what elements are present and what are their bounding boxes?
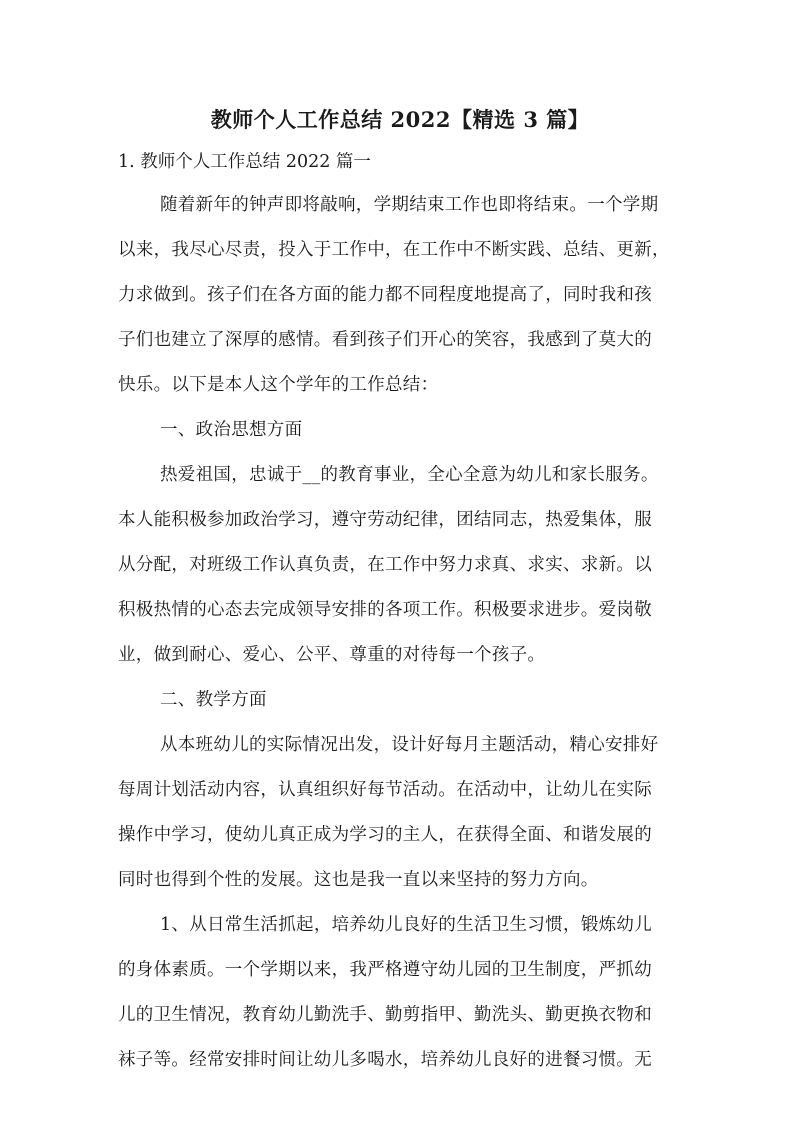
paragraph-line: 热爱祖国，忠诚于__的教育事业，全心全意为幼儿和家长服务。: [160, 465, 659, 485]
section-subheading: 二、教学方面: [160, 690, 267, 710]
paragraph-line: 业，做到耐心、爱心、公平、尊重的对待每一个孩子。: [118, 645, 546, 665]
paragraph-line: 本人能积极参加政治学习，遵守劳动纪律，团结同志，热爱集体，服: [118, 510, 652, 530]
paragraph-line: 同时也得到个性的发展。这也是我一直以来坚持的努力方向。: [118, 870, 599, 890]
paragraph-line: 以来，我尽心尽责，投入于工作中，在工作中不断实践、总结、更新，: [118, 240, 670, 260]
paragraph-line: 快乐。以下是本人这个学年的工作总结：: [118, 375, 439, 395]
document-title: 教师个人工作总结 2022【精选 3 篇】: [210, 107, 590, 132]
paragraph-line: 力求做到。孩子们在各方面的能力都不同程度地提高了，同时我和孩: [118, 285, 652, 305]
paragraph-line: 每周计划活动内容，认真组织好每节活动。在活动中，让幼儿在实际: [118, 780, 652, 800]
paragraph-line: 1、从日常生活抓起，培养幼儿良好的生活卫生习惯，锻炼幼儿: [160, 915, 653, 935]
paragraph-line: 的身体素质。一个学期以来，我严格遵守幼儿园的卫生制度，严抓幼: [118, 960, 652, 980]
paragraph-line: 从本班幼儿的实际情况出发，设计好每月主题活动，精心安排好: [160, 735, 659, 755]
paragraph-line: 积极热情的心态去完成领导安排的各项工作。积极要求进步。爱岗敬: [118, 600, 652, 620]
paragraph-line: 从分配，对班级工作认真负责，在工作中努力求真、求实、求新。以: [118, 555, 652, 575]
paragraph-line: 儿的卫生情况，教育幼儿勤洗手、勤剪指甲、勤洗头、勤更换衣物和: [118, 1005, 652, 1025]
paragraph-line: 袜子等。经常安排时间让幼儿多喝水，培养幼儿良好的进餐习惯。无: [118, 1050, 652, 1070]
paragraph-line: 操作中学习，使幼儿真正成为学习的主人，在获得全面、和谐发展的: [118, 825, 652, 845]
section-heading: 1. 教师个人工作总结 2022 篇一: [118, 152, 371, 172]
paragraph-line: 子们也建立了深厚的感情。看到孩子们开心的笑容，我感到了莫大的: [118, 330, 652, 350]
paragraph-line: 随着新年的钟声即将敲响，学期结束工作也即将结束。一个学期: [160, 195, 659, 215]
section-subheading: 一、政治思想方面: [160, 420, 303, 440]
